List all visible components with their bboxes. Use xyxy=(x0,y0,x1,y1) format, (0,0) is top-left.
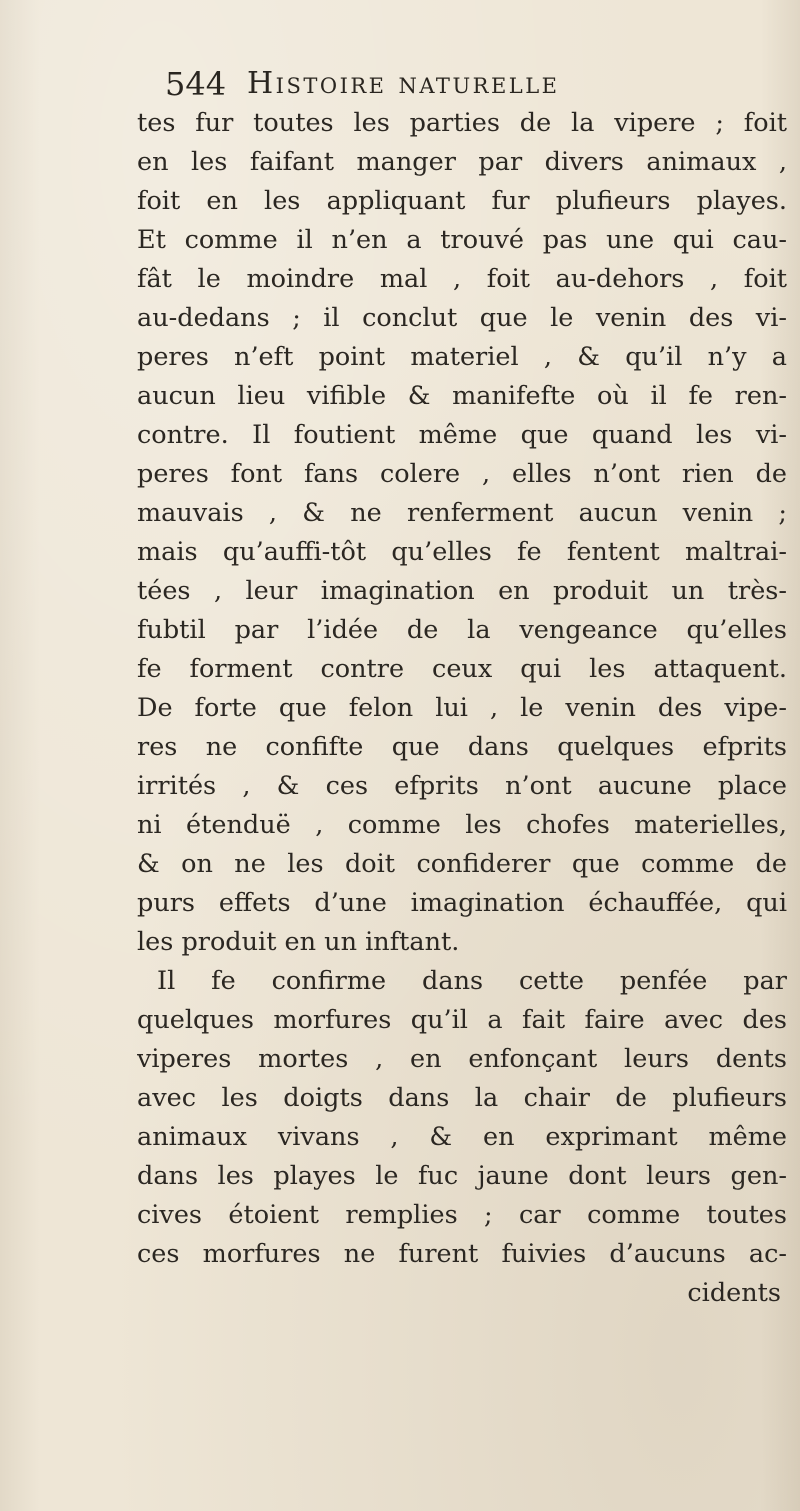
text-line: purs effets d’une imagination échauffée, qui xyxy=(137,888,787,918)
text-line: dans les playes le fuc jaune dont leurs gen- xyxy=(137,1161,787,1191)
page-header xyxy=(165,62,705,106)
text-line: aucun lieu vifible & manifefte où il fe ren- xyxy=(137,381,787,411)
text-line: les produit en un inftant. xyxy=(137,927,460,957)
text-line: foit en les appliquant fur plufieurs playes. xyxy=(137,186,787,216)
page-number: 544 xyxy=(165,65,227,103)
text-line: quelques morfures qu’il a fait faire avec des xyxy=(137,1005,787,1035)
text-line: contre. Il foutient même que quand les vi- xyxy=(137,420,787,450)
text-line: peres font fans colere , elles n’ont rien de xyxy=(137,459,787,489)
text-line: tes fur toutes les parties de la vipere ; foit xyxy=(137,108,787,138)
text-line: res ne confifte que dans quelques efprits xyxy=(137,732,787,762)
text-line: fât le moindre mal , foit au-dehors , foit xyxy=(137,264,787,294)
text-line: viperes mortes , en enfonçant leurs dents xyxy=(137,1044,787,1074)
text-line: Et comme il n’en a trouvé pas une qui cau- xyxy=(137,225,787,255)
running-title: Histoire naturelle xyxy=(247,66,560,101)
text-line: ni étenduë , comme les chofes materielles, xyxy=(137,810,787,840)
body-text xyxy=(137,104,787,1313)
text-line: animaux vivans , & en exprimant même xyxy=(137,1122,787,1152)
text-line: & on ne les doit confiderer que comme de xyxy=(137,849,787,879)
text-line: tées , leur imagination en produit un très- xyxy=(137,576,787,606)
text-line: au-dedans ; il conclut que le venin des vi- xyxy=(137,303,787,333)
text-line: en les faifant manger par divers animaux , xyxy=(137,147,787,177)
text-line: cives étoient remplies ; car comme toutes xyxy=(137,1200,787,1230)
text-line: fe forment contre ceux qui les attaquent. xyxy=(137,654,787,684)
text-line: De forte que felon lui , le venin des vipe- xyxy=(137,693,787,723)
text-line: peres n’eft point materiel , & qu’il n’y a xyxy=(137,342,787,372)
text-line: irrités , & ces efprits n’ont aucune place xyxy=(137,771,787,801)
text-line: mais qu’auffi-tôt qu’elles fe fentent maltrai- xyxy=(137,537,787,567)
paragraph-start-line: Il fe confirme dans cette penfée par xyxy=(157,966,787,996)
catchword: cidents xyxy=(687,1278,781,1308)
text-line: mauvais , & ne renferment aucun venin ; xyxy=(137,498,787,528)
text-line: fubtil par l’idée de la vengeance qu’elles xyxy=(137,615,787,645)
text-line: ces morfures ne furent fuivies d’aucuns ac- xyxy=(137,1239,787,1269)
text-line: avec les doigts dans la chair de plufieurs xyxy=(137,1083,787,1113)
